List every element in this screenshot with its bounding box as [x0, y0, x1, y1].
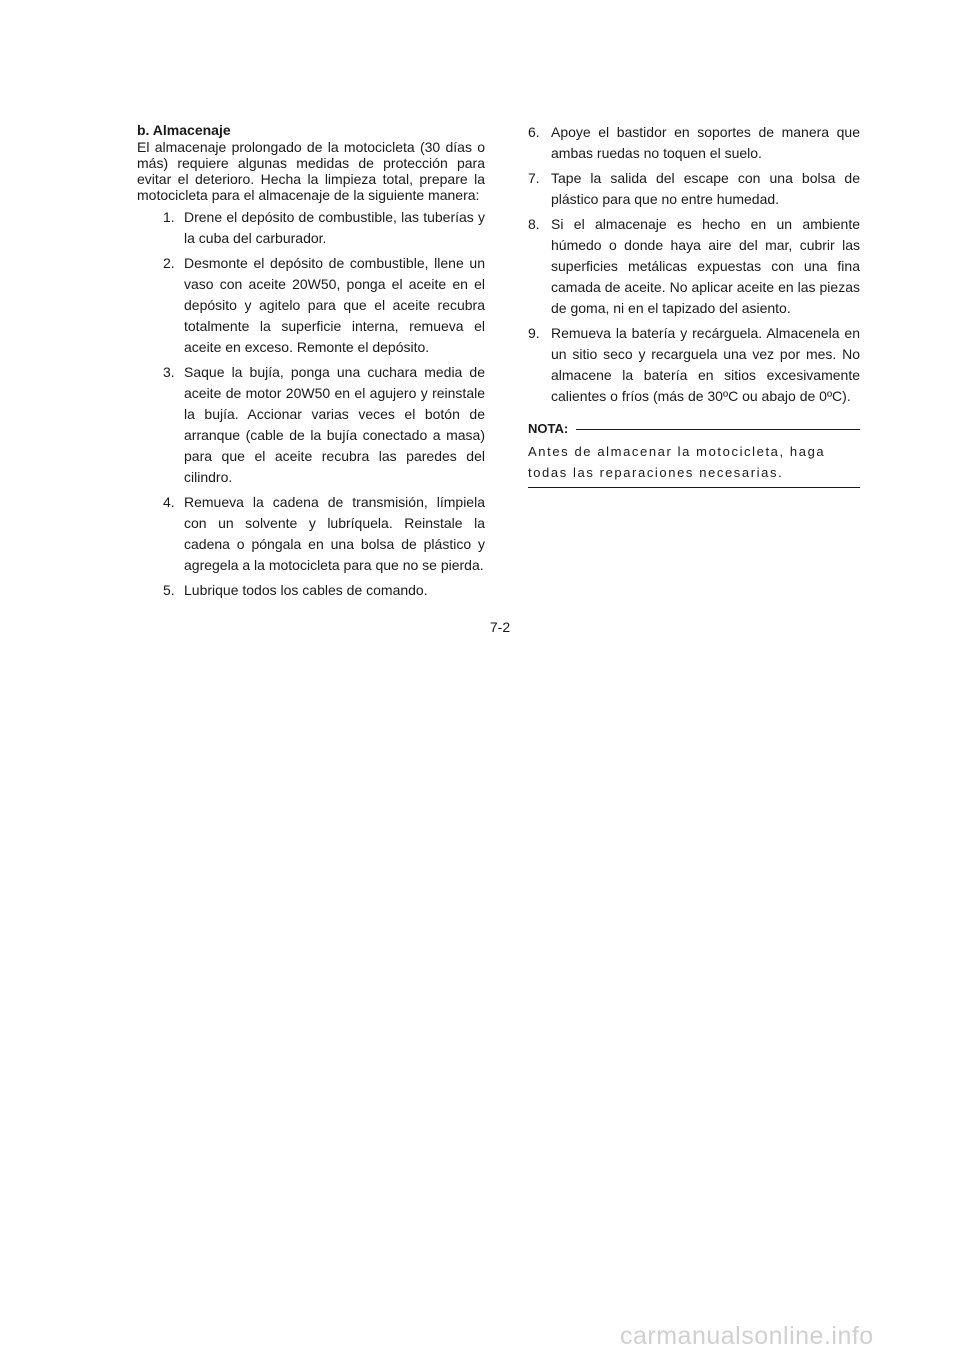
- step-text: Lubrique todos los cables de comando.: [184, 582, 428, 598]
- step-text: Tape la salida del escape con una bolsa de plástico para que no entre humedad.: [551, 170, 860, 207]
- list-item: [137, 492, 485, 576]
- step-number: 3.: [163, 364, 175, 380]
- step-text: Apoye el bastidor en soportes de manera que ambas ruedas no toquen el suelo.: [551, 124, 860, 161]
- step-number: 5.: [163, 582, 175, 598]
- step-number: 1.: [163, 209, 175, 225]
- list-item: [528, 168, 860, 210]
- step-number: 6.: [528, 124, 540, 140]
- steps-list-right: [528, 122, 860, 407]
- list-item: [137, 207, 485, 249]
- step-text: Remueva la batería y recárguela. Almacenela en un sitio seco y recarguela una vez por mes. No almacene la batería en sitios excesivamente calientes o fríos (más de 30ºC ou abajo de 0ºC).: [551, 325, 860, 404]
- page-number: 7-2: [489, 619, 511, 635]
- step-number: 4.: [163, 494, 175, 510]
- step-text: Si el almacenaje es hecho en un ambiente húmedo o donde haya aire del mar, cubrir las superficies metálicas expuestas con una fina camada de aceite. No aplicar aceite en las piezas de goma, ni en el tapizado del asiento.: [551, 216, 860, 316]
- note-divider: [576, 429, 860, 430]
- note-text: Antes de almacenar la motocicleta, haga todas las reparaciones necesarias.: [528, 441, 860, 488]
- step-text: Desmonte el depósito de combustible, llene un vaso con aceite 20W50, ponga el aceite en el depósito y agitelo para que el aceite recubra totalmente la superficie interna, remueva el aceite en exceso. Remonte el depósito.: [184, 255, 485, 355]
- step-number: 9.: [528, 325, 540, 341]
- list-item: [137, 253, 485, 358]
- section-intro: El almacenaje prolongado de la motocicleta (30 días o más) requiere algunas medidas de protección para evitar el deterioro. Hecha la limpieza total, prepare la motocicleta para el almacenaje de la siguiente manera:: [137, 139, 485, 203]
- steps-list-left: [137, 207, 485, 601]
- list-item: [528, 122, 860, 164]
- watermark: carmanualsonline.info: [620, 1322, 874, 1350]
- step-text: Drene el depósito de combustible, las tuberías y la cuba del carburador.: [184, 209, 485, 246]
- list-item: [528, 214, 860, 319]
- left-column: [137, 122, 485, 605]
- list-item: [137, 580, 485, 601]
- note-box: [528, 421, 860, 488]
- section-title: b. Almacenaje: [137, 122, 231, 138]
- list-item: [528, 323, 860, 407]
- step-text: Saque la bujía, ponga una cuchara media de aceite de motor 20W50 en el agujero y reinstale la bujía. Accionar varias veces el botón de arranque (cable de la bujía conectado a masa) para que el aceite recubra las paredes del cilindro.: [184, 364, 485, 485]
- step-number: 2.: [163, 255, 175, 271]
- step-number: 8.: [528, 216, 540, 232]
- note-label: NOTA:: [528, 421, 569, 436]
- list-item: [137, 362, 485, 488]
- right-column: [528, 122, 860, 488]
- step-number: 7.: [528, 170, 540, 186]
- step-text: Remueva la cadena de transmisión, límpiela con un solvente y lubríquela. Reinstale la cadena o póngala en una bolsa de plástico y agregela a la motocicleta para que no se pierda.: [184, 494, 485, 573]
- note-header: [528, 421, 860, 437]
